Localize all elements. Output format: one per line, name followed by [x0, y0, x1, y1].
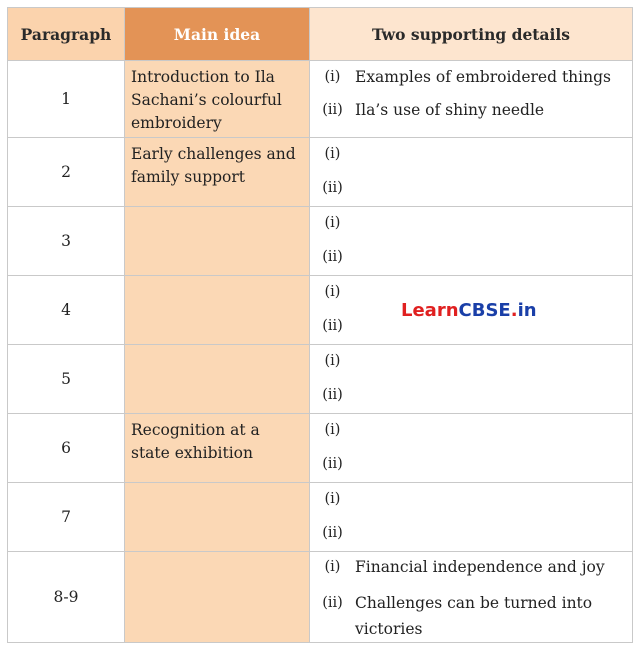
detail-marker: (i) [324, 146, 341, 162]
header-main-idea: Main idea [125, 8, 310, 61]
details-cell [310, 483, 633, 552]
detail-marker: (ii) [322, 249, 343, 265]
watermark-learn: Learn [401, 300, 459, 321]
detail-marker: (ii) [322, 387, 343, 403]
paragraph-number: 1 [8, 61, 125, 138]
detail-item [310, 453, 632, 476]
main-idea-cell: Introduction to Ila Sachani’s colourful embroidery [125, 61, 310, 138]
main-idea-cell: Early challenges and family support [125, 138, 310, 207]
detail-marker: (ii) [322, 180, 343, 196]
main-idea-cell [125, 207, 310, 276]
detail-text: Financial independence and joy [355, 558, 605, 576]
main-idea-cell [125, 552, 310, 643]
detail-item [310, 590, 632, 642]
main-idea-cell [125, 276, 310, 345]
detail-item [310, 419, 632, 442]
header-supporting-details: Two supporting details [310, 8, 633, 61]
table-row [8, 483, 633, 552]
detail-item [310, 99, 632, 122]
detail-item [310, 350, 632, 373]
table-row [8, 61, 633, 138]
table-row [8, 276, 633, 345]
detail-item [310, 246, 632, 269]
detail-marker: (i) [324, 215, 341, 231]
watermark-dot: . [510, 300, 518, 321]
detail-item [310, 66, 632, 89]
detail-text: Examples of embroidered things [355, 68, 611, 86]
main-idea-cell: Recognition at a state exhibition [125, 414, 310, 483]
paragraph-number: 3 [8, 207, 125, 276]
header-row [8, 8, 633, 61]
detail-item [310, 177, 632, 200]
main-idea-cell [125, 483, 310, 552]
detail-marker: (ii) [322, 102, 343, 118]
detail-item [310, 212, 632, 235]
paragraph-number: 2 [8, 138, 125, 207]
details-cell [310, 61, 633, 138]
paragraph-table [7, 7, 633, 643]
detail-text: Challenges can be turned into victories [355, 594, 593, 638]
detail-text: Ila’s use of shiny needle [355, 101, 545, 119]
main-idea-cell [125, 345, 310, 414]
detail-item [310, 522, 632, 545]
detail-marker: (ii) [322, 525, 343, 541]
details-cell [310, 138, 633, 207]
detail-item [310, 143, 632, 166]
table-row [8, 414, 633, 483]
paragraph-number: 6 [8, 414, 125, 483]
detail-item [310, 488, 632, 511]
details-cell [310, 207, 633, 276]
detail-item [310, 556, 632, 579]
paragraph-number: 7 [8, 483, 125, 552]
detail-marker: (i) [324, 559, 341, 575]
paragraph-number: 5 [8, 345, 125, 414]
detail-item [310, 384, 632, 407]
detail-marker: (ii) [322, 456, 343, 472]
detail-marker: (i) [324, 353, 341, 369]
watermark-in: in [517, 300, 537, 321]
header-paragraph: Paragraph [8, 8, 125, 61]
detail-marker: (i) [324, 422, 341, 438]
table-row [8, 138, 633, 207]
paragraph-number: 8-9 [8, 552, 125, 643]
table-row [8, 345, 633, 414]
paragraph-number: 4 [8, 276, 125, 345]
table-row [8, 552, 633, 643]
details-cell [310, 552, 633, 643]
details-cell [310, 345, 633, 414]
detail-marker: (ii) [322, 318, 343, 334]
detail-marker: (i) [324, 491, 341, 507]
learncbse-watermark [401, 300, 537, 321]
table-row [8, 207, 633, 276]
watermark-cbse: CBSE [458, 300, 511, 321]
detail-marker: (ii) [322, 595, 343, 611]
detail-marker: (i) [324, 69, 341, 85]
detail-marker: (i) [324, 284, 341, 300]
details-cell [310, 414, 633, 483]
